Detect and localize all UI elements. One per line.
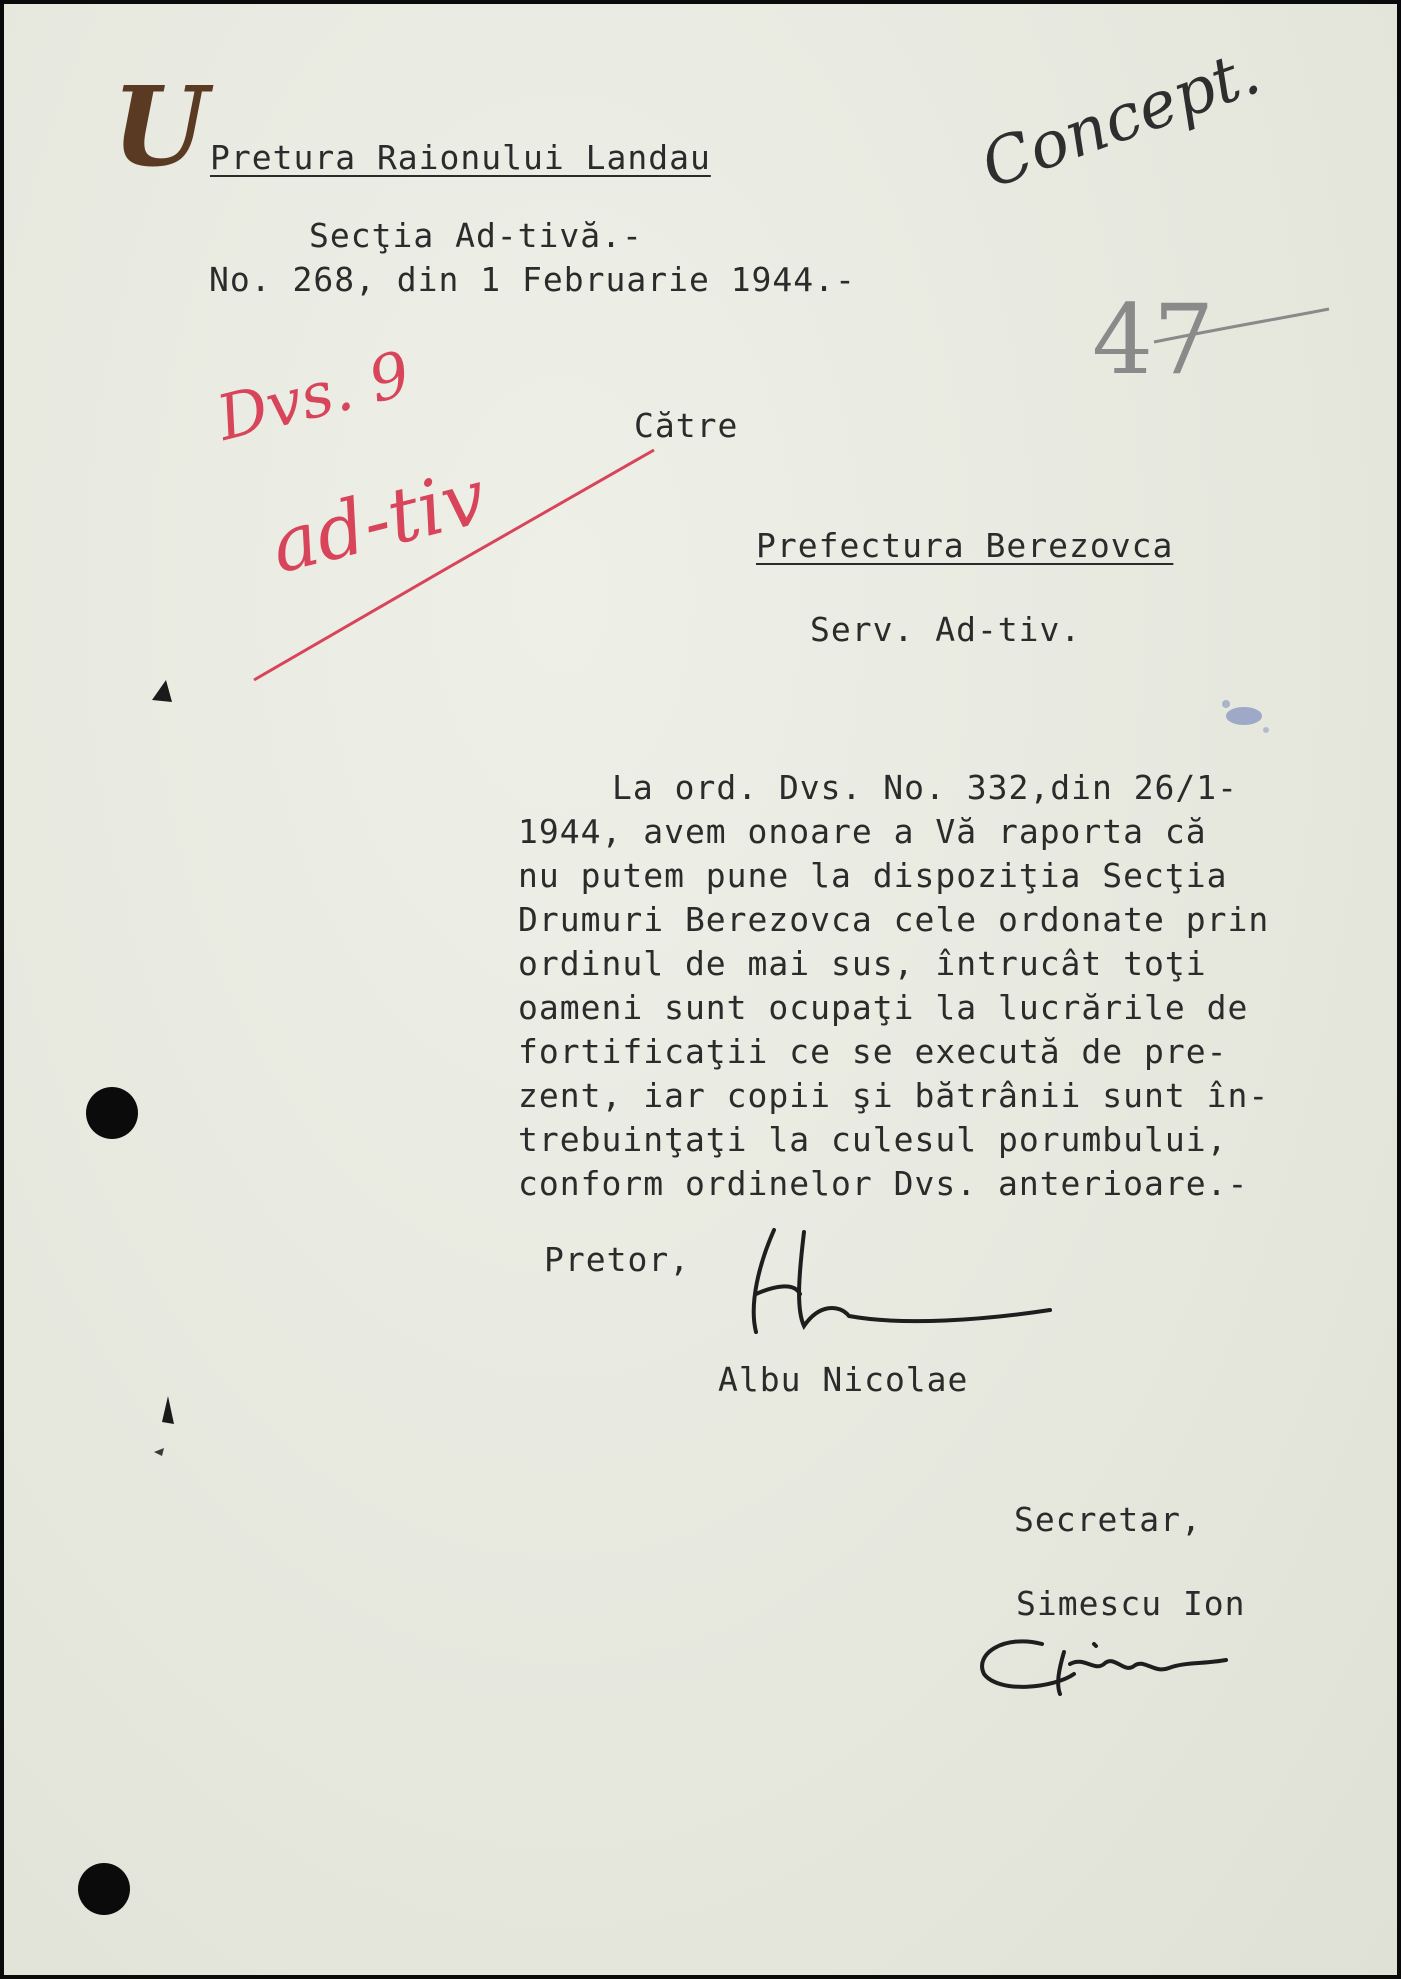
body-line: La ord. Dvs. No. 332,din 26/1- — [612, 768, 1239, 807]
red-note-line1: Dvs. 9 — [210, 336, 418, 455]
body-line: 1944, avem onoare a Vă raporta că — [518, 812, 1207, 851]
body-line: zent, iar copii şi bătrânii sunt în- — [518, 1076, 1270, 1115]
folio-number: 47 — [1092, 284, 1215, 396]
pretor-name: Albu Nicolae — [718, 1360, 969, 1399]
body-line: conform ordinelor Dvs. anterioare.- — [518, 1164, 1249, 1203]
secretar-name: Simescu Ion — [1016, 1584, 1246, 1623]
section-line: Secţia Ad-tivă.- — [309, 216, 643, 255]
recipient-name: Prefectura Berezovca — [756, 526, 1174, 565]
red-note-line2: ad-tiv — [262, 451, 495, 591]
concept-note: Concept. — [972, 34, 1270, 204]
paper-tear-marks — [4, 4, 1397, 1975]
to-label: Către — [634, 406, 739, 445]
body-line: trebuinţaţi la culesul porumbului, — [518, 1120, 1228, 1159]
recipient-service: Serv. Ad-tiv. — [810, 610, 1082, 649]
body-line: ordinul de mai sus, întrucât toţi — [518, 944, 1207, 983]
pretor-label: Pretor, — [544, 1240, 691, 1279]
secretar-label: Secretar, — [1014, 1500, 1202, 1539]
body-line: oameni sunt ocupaţi la lucrările de — [518, 988, 1249, 1027]
number-date-line: No. 268, din 1 Februarie 1944.- — [209, 260, 856, 299]
body-line: fortificaţii ce se execută de pre- — [518, 1032, 1228, 1071]
corner-mark: U — [112, 62, 208, 191]
body-line: Drumuri Berezovca cele ordonate prin — [518, 900, 1270, 939]
body-line: nu putem pune la dispoziţia Secţia — [518, 856, 1228, 895]
office-title: Pretura Raionului Landau — [210, 138, 711, 177]
document-page — [4, 4, 1397, 1975]
